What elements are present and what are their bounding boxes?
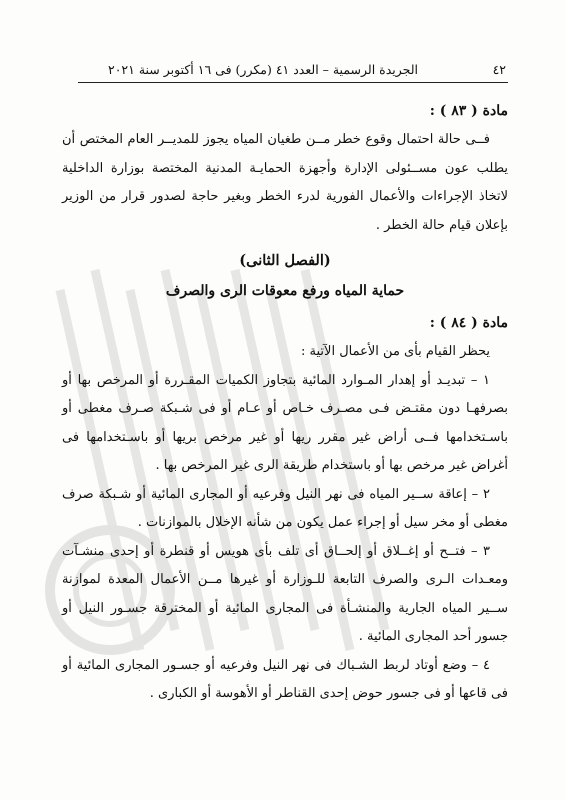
page-header (108, 58, 506, 80)
gazette-title: الجريدة الرسمية – العدد ٤١ (مكرر) فى ١٦ أكتوبر سنة ٢٠٢١ (108, 61, 419, 77)
article-84-intro: يحظر القيام بأى من الأعمال الآتية : (301, 344, 490, 359)
page-number: ٤٢ (492, 61, 506, 77)
chapter-title: (الفصل الثانى) (239, 252, 331, 269)
article-84-title: مادة ( ٨٤ ) : (429, 315, 508, 331)
article-84-item-4: ٤ – وضع أوتاد لربط الشـباك فى نهر النيل وفرعيه أو جسـور المجارى المائية أو فى قاعها أو فى جسور حوض إحدى القناطر أو الأهوسة أو الكبارى . (62, 657, 508, 701)
article-83-title: مادة ( ٨٣ ) : (429, 103, 508, 119)
article-84-item-2: ٢ – إعاقة ســير المياه فى نهر النيل وفرعيه أو المجارى المائية أو شـبكة صرف مغطى أو مخر سيل أو إجراء عمل يكون من شأنه الإخلال بالموازنات . (62, 486, 508, 530)
article-84-item-3: ٣ – فتــح أو إغــلاق أو إلحــاق أى تلف بأى هويس أو قنطرة أو إحدى منشـآت ومعـدات الـرى والصرف التابعة للـوزارة أو غيرها مــن الأعمال المعدة لموازنة ســير المياه الجارية والمنشـأة فى المجارى المائية أو المخترقة جسـور النيل أو جسور أحد المجارى المائية . (62, 543, 508, 644)
header-rule (78, 82, 508, 83)
article-83-text: فــى حالة احتمال وقوع خطر مــن طغيان المياه يجوز للمديــر العام المختص أن يطلب عون مســئولى الإدارة وأجهزة الحمايـة المدنية المختصة بوزارة الداخلية لاتخاذ الإجراءات والأعمال الفورية لدرء الخطر وبغير حاجة لصدور قرار من الوزير بإعلان قيام حالة الخطر . (62, 132, 508, 233)
chapter-subtitle: حماية المياه ورفع معوقات الرى والصرف (165, 283, 405, 299)
article-84-item-1: ١ – تبديـد أو إهدار المـوارد المائية بتجاوز الكميات المقـررة أو المرخص بها أو بصرفهـا دون مقتـض فـى مصـرف خـاص أو عـام أو فى شـبكة صـرف مغطى أو باسـتخدامها فــى أراض غير مقرر ريها أو غير مرخص بريها أو باسـتخدامها فى أغراض غير مرخص بها أو باستخدام طريقة الرى غير المرخص بها . (62, 372, 508, 473)
document-body (62, 96, 508, 709)
